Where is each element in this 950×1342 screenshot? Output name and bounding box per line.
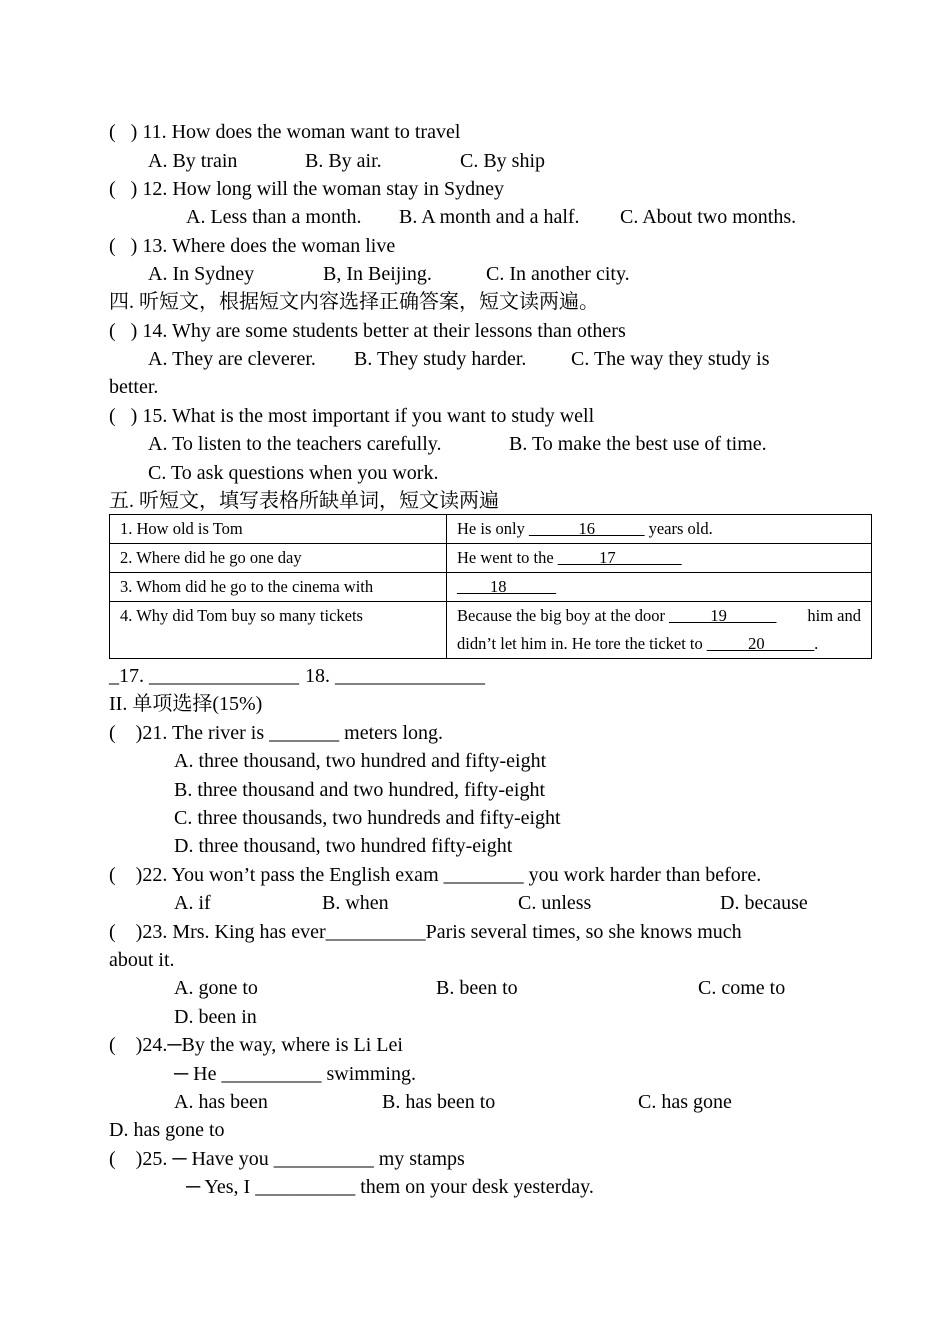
- q12-option-a: A. Less than a month.: [186, 206, 362, 228]
- q21-option-d: D. three thousand, two hundred fifty-eight: [174, 835, 513, 857]
- q21-option-b: B. three thousand and two hundred, fifty-eight: [174, 779, 546, 801]
- blank-16: ______16______: [528, 519, 645, 538]
- answer-4-line2-suffix: .: [814, 634, 819, 653]
- q15-option-a: A. To listen to the teachers carefully.: [148, 433, 442, 455]
- q14-option-c: C. The way they study is: [571, 348, 770, 370]
- q13-option-c: C. In another city.: [486, 263, 630, 285]
- blank-18: ____18______: [457, 577, 556, 596]
- q11-option-b: B. By air.: [305, 150, 382, 172]
- section-ii-heading: II. 单项选择(15%): [109, 693, 263, 715]
- question-21-stem: ( )21. The river is _______ meters long.: [109, 722, 444, 744]
- q14-option-b: B. They study harder.: [354, 348, 527, 370]
- q24-option-b: B. has been to: [382, 1091, 496, 1113]
- question-13-stem: ( ) 13. Where does the woman live: [109, 235, 396, 257]
- q23-option-d: D. been in: [174, 1006, 257, 1028]
- answer-4-line1-suffix: him and: [807, 606, 861, 625]
- answer-1-prefix: He is only: [457, 519, 529, 538]
- q23-option-a: A. gone to: [174, 977, 258, 999]
- question-25-stem: ( )25. ─ Have you __________ my stamps: [109, 1148, 465, 1170]
- question-24-stem: ( )24.─By the way, where is Li Lei: [109, 1034, 403, 1056]
- table-question-4: 4. Why did Tom buy so many tickets: [110, 602, 447, 659]
- answer-4-line1-prefix: Because the big boy at the door _____19______: [457, 606, 777, 625]
- table-question-1: 1. How old is Tom: [110, 515, 447, 544]
- q13-option-b: B, In Beijing.: [323, 263, 432, 285]
- blank-20: _____20______: [706, 634, 815, 653]
- table-answer-3: [447, 573, 872, 602]
- table-answer-2: [447, 544, 872, 573]
- question-23-stem: ( )23. Mrs. King has ever__________Paris several times, so she knows much: [109, 921, 742, 943]
- answer-4-line2-prefix: didn’t let him in. He tore the ticket to: [457, 634, 707, 653]
- answer-line-17: _17. _______________: [109, 665, 299, 687]
- table-row: [110, 573, 872, 602]
- table-row: [110, 544, 872, 573]
- section-5-heading: 五. 听短文，填写表格所缺单词，短文读两遍: [109, 490, 499, 512]
- question-14-stem: ( ) 14. Why are some students better at their lessons than others: [109, 320, 626, 342]
- answer-1-suffix: years old.: [644, 519, 713, 538]
- blank-17: _____17________: [557, 548, 682, 567]
- question-23-stem-continued: about it.: [109, 949, 175, 971]
- q22-option-d: D. because: [720, 892, 808, 914]
- fill-in-table: [109, 514, 872, 659]
- q22-option-b: B. when: [322, 892, 389, 914]
- question-24-line2: ─ He __________ swimming.: [174, 1063, 416, 1085]
- question-22-stem: ( )22. You won’t pass the English exam ________ you work harder than before.: [109, 864, 762, 886]
- q24-option-c: C. has gone: [638, 1091, 732, 1113]
- q11-option-a: A. By train: [148, 150, 238, 172]
- question-11-stem: ( ) 11. How does the woman want to travel: [109, 121, 461, 143]
- q12-option-c: C. About two months.: [620, 206, 797, 228]
- q15-option-b: B. To make the best use of time.: [509, 433, 767, 455]
- q22-option-c: C. unless: [518, 892, 592, 914]
- question-25-line2: ─ Yes, I __________ them on your desk yesterday.: [186, 1176, 594, 1198]
- table-row: [110, 602, 872, 659]
- table-row: [110, 515, 872, 544]
- blank-19: _____19______: [669, 606, 777, 625]
- q21-option-c: C. three thousands, two hundreds and fifty-eight: [174, 807, 561, 829]
- q11-option-c: C. By ship: [460, 150, 546, 172]
- answer-2-prefix: He went to the: [457, 548, 558, 567]
- table-question-3: 3. Whom did he go to the cinema with: [110, 573, 447, 602]
- q22-option-a: A. if: [174, 892, 211, 914]
- q14-option-a: A. They are cleverer.: [148, 348, 316, 370]
- q12-option-b: B. A month and a half.: [399, 206, 580, 228]
- section-4-heading: 四. 听短文，根据短文内容选择正确答案，短文读两遍。: [109, 291, 599, 313]
- q15-option-c: C. To ask questions when you work.: [148, 462, 439, 484]
- question-12-stem: ( ) 12. How long will the woman stay in Sydney: [109, 178, 504, 200]
- q24-option-d: D. has gone to: [109, 1119, 225, 1141]
- q13-option-a: A. In Sydney: [148, 263, 255, 285]
- table-question-2: 2. Where did he go one day: [110, 544, 447, 573]
- table-answer-4: [447, 602, 872, 659]
- table-answer-1: [447, 515, 872, 544]
- q23-option-b: B. been to: [436, 977, 518, 999]
- answer-line-18: 18. _______________: [305, 665, 485, 687]
- question-15-stem: ( ) 15. What is the most important if you want to study well: [109, 405, 595, 427]
- q21-option-a: A. three thousand, two hundred and fifty-eight: [174, 750, 547, 772]
- q14-option-c-continued: better.: [109, 376, 159, 398]
- q23-option-c: C. come to: [698, 977, 786, 999]
- q24-option-a: A. has been: [174, 1091, 268, 1113]
